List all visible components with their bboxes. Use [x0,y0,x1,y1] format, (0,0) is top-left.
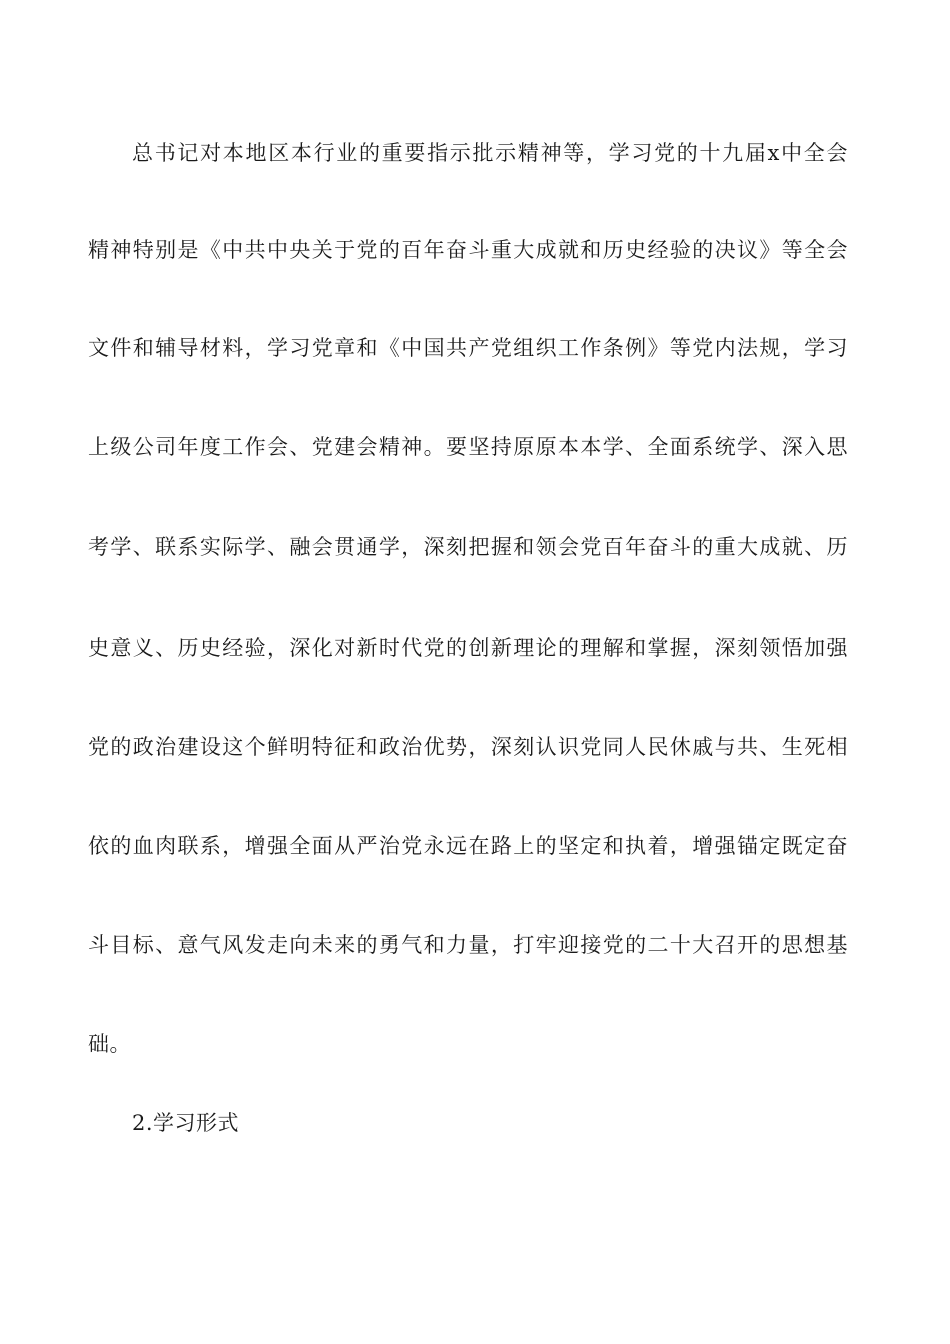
paragraph-line-1: 总书记对本地区本行业的重要指示批示精神等，学习党的十九届x中全会 [132,141,848,165]
paragraph-line-3: 文件和辅导材料，学习党章和《中国共产党组织工作条例》等党内法规，学习 [88,336,848,360]
paragraph-line-5: 考学、联系实际学、融会贯通学，深刻把握和领会党百年奋斗的重大成就、历 [88,535,848,559]
paragraph-line-10: 础。 [88,1032,131,1056]
paragraph-line-8: 依的血肉联系，增强全面从严治党永远在路上的坚定和执着，增强锚定既定奋 [88,834,848,858]
section-heading: 2.学习形式 [132,1111,240,1135]
paragraph-line-9: 斗目标、意气风发走向未来的勇气和力量，打牢迎接党的二十大召开的思想基 [88,933,848,957]
paragraph-line-6: 史意义、历史经验，深化对新时代党的创新理论的理解和掌握，深刻领悟加强 [88,636,848,660]
paragraph-line-7: 党的政治建设这个鲜明特征和政治优势，深刻认识党同人民休戚与共、生死相 [88,735,848,759]
paragraph-line-2: 精神特别是《中共中央关于党的百年奋斗重大成就和历史经验的决议》等全会 [88,238,848,262]
paragraph-line-4: 上级公司年度工作会、党建会精神。要坚持原原本本学、全面系统学、深入思 [88,435,848,459]
